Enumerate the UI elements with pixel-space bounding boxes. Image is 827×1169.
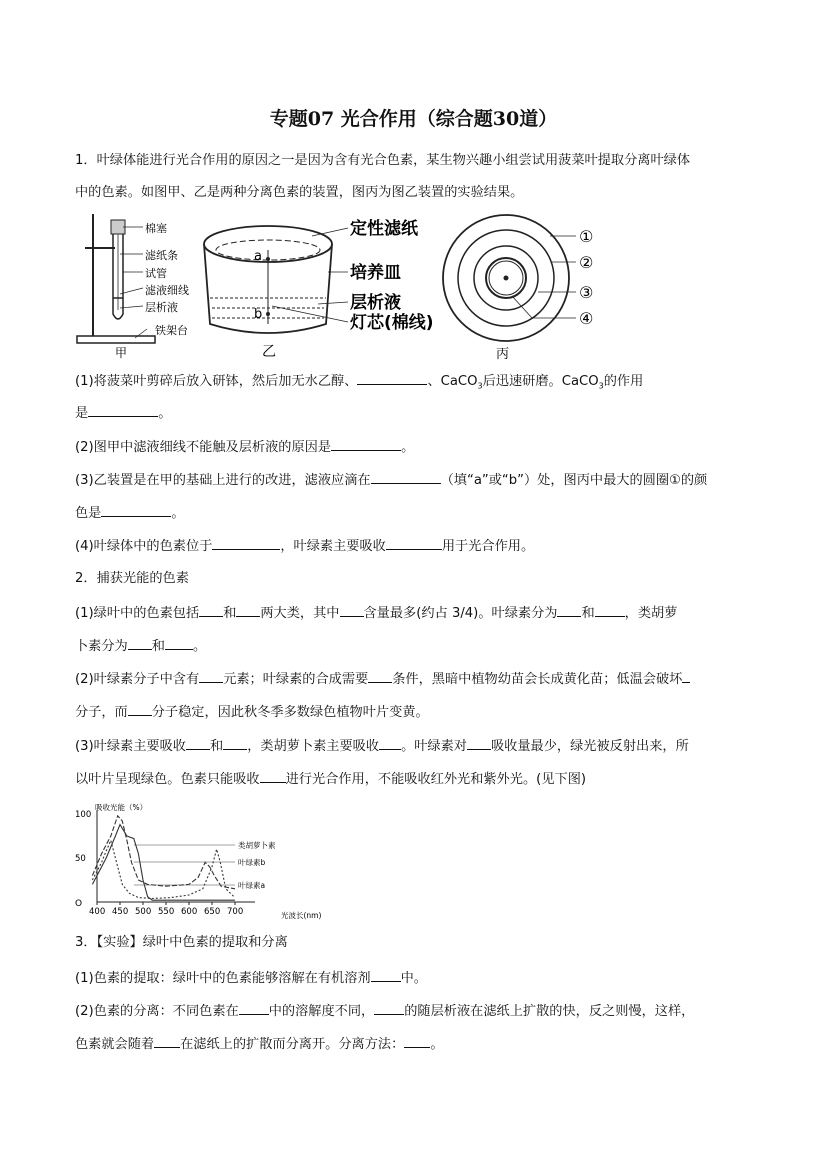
origin-label: O <box>75 899 83 909</box>
caption-yi: 乙 <box>262 344 276 360</box>
answer-blank[interactable] <box>165 636 193 650</box>
label-pei-yang-min: 培养皿 <box>350 263 401 283</box>
answer-blank[interactable] <box>557 603 581 617</box>
label-ceng-xi-ye: 层析液 <box>145 301 178 314</box>
q2-line5: (3)叶绿素主要吸收 和 ，类胡萝卜素主要吸收 。叶绿素对 吸收量最少，绿光被反射出来，所 <box>75 736 755 756</box>
q1-stem-line1: 1．叶绿体能进行光合作用的原因之一是因为含有光合色素，某生物兴趣小组尝试用菠菜叶提取分离叶绿体 <box>75 153 691 168</box>
answer-blank[interactable] <box>331 437 401 451</box>
figure-jia <box>75 214 205 360</box>
x-tick-label: 450 <box>112 907 129 917</box>
answer-blank[interactable] <box>374 1001 404 1015</box>
ring-label-1: ① <box>579 227 594 246</box>
label-shi-guan: 试管 <box>145 267 167 280</box>
answer-blank[interactable] <box>340 603 364 617</box>
label-mian-sai: 棉塞 <box>145 222 167 235</box>
q1-sub1-line2: 是 。 <box>75 403 755 423</box>
label-ding-xing-lv-zhi: 定性滤纸 <box>350 219 418 239</box>
answer-blank[interactable] <box>595 603 625 617</box>
x-tick-label: 700 <box>227 907 244 917</box>
answer-blank[interactable] <box>371 968 401 982</box>
label-lv-zhi-tiao: 滤纸条 <box>145 249 178 262</box>
label-ceng-xi-ye-yi: 层析液 <box>350 293 401 313</box>
q1-sub3-line2: 色是 。 <box>75 503 755 523</box>
q1-sub4: (4)叶绿体中的色素位于 ，叶绿素主要吸收 用于光合作用。 <box>75 536 755 556</box>
answer-blank[interactable] <box>223 736 247 750</box>
figure-yi <box>200 214 440 360</box>
answer-blank[interactable] <box>199 669 223 683</box>
series-label: 类胡萝卜素 <box>238 841 276 850</box>
q2-line4: 分子，而 分子稳定，因此秋冬季多数绿色植物叶片变黄。 <box>75 702 755 722</box>
series-label: 叶绿素a <box>238 881 266 890</box>
y-tick-label: 50 <box>75 854 86 864</box>
answer-blank[interactable] <box>128 636 152 650</box>
q2-line6: 以叶片呈现绿色。色素只能吸收 进行光合作用，不能吸收红外光和紫外光。(见下图) <box>75 769 755 789</box>
point-a: a <box>254 249 262 264</box>
figure-bing <box>440 210 610 362</box>
x-tick-label: 600 <box>181 907 198 917</box>
q3-line3: 色素就会随着 在滤纸上的扩散而分离开。分离方法： 。 <box>75 1034 755 1054</box>
ring-label-2: ② <box>579 253 594 272</box>
ring-label-4: ④ <box>579 309 594 328</box>
label-deng-xin: 灯芯(棉线) <box>350 313 434 333</box>
answer-blank[interactable] <box>357 371 427 385</box>
answer-blank[interactable] <box>379 736 401 750</box>
q2-stem: 2．捕获光能的色素 <box>75 571 189 586</box>
chart-xlabel: 光波长(nm) <box>281 911 322 920</box>
series-line <box>92 840 235 898</box>
absorption-chart <box>75 800 322 922</box>
answer-blank[interactable] <box>467 736 491 750</box>
q2-line3: (2)叶绿素分子中含有 元素；叶绿素的合成需要 条件，黑暗中植物幼苗会长成黄化苗；低温会破坏 <box>75 669 755 689</box>
answer-blank[interactable] <box>88 403 158 417</box>
x-tick-label: 400 <box>89 907 106 917</box>
answer-blank[interactable] <box>128 702 152 716</box>
label-tie-jia-tai: 铁架台 <box>155 324 188 337</box>
answer-blank[interactable] <box>260 769 286 783</box>
ring-label-3: ③ <box>579 283 594 302</box>
answer-blank[interactable] <box>239 1001 269 1015</box>
answer-blank[interactable] <box>101 503 171 517</box>
q1-stem-line2: 中的色素。如图甲、乙是两种分离色素的装置，图丙为图乙装置的实验结果。 <box>75 185 524 200</box>
q1-sub2: (2)图甲中滤液细线不能触及层析液的原因是 。 <box>75 437 755 457</box>
answer-blank[interactable] <box>682 669 690 683</box>
caption-bing: 丙 <box>496 347 510 362</box>
y-tick-label: 100 <box>75 810 92 820</box>
answer-blank[interactable] <box>404 1034 430 1048</box>
series-line <box>92 816 235 889</box>
q1-sub1-line1: (1)将菠菜叶剪碎后放入研钵，然后加无水乙醇、 、CaCO$_3$后迅速研磨。CaCO$_3$的作用 <box>75 371 755 396</box>
series-label: 叶绿素b <box>238 858 266 867</box>
point-b: b <box>254 307 263 322</box>
x-tick-label: 650 <box>204 907 221 917</box>
answer-blank[interactable] <box>368 669 392 683</box>
q2-line1: (1)绿叶中的色素包括 和 两大类，其中 含量最多(约占 3/4)。叶绿素分为 和 ，类胡萝 <box>75 603 755 623</box>
x-tick-label: 550 <box>158 907 175 917</box>
q1-sub3-line1: (3)乙装置是在甲的基础上进行的改进，滤液应滴在 （填“a”或“b”）处，图丙中最大的圆圈①的颜 <box>75 470 755 490</box>
chart-ylabel: 吸收光能（%） <box>95 803 148 812</box>
answer-blank[interactable] <box>212 536 280 550</box>
answer-blank[interactable] <box>236 603 260 617</box>
answer-blank[interactable] <box>199 603 223 617</box>
q3-line1: (1)色素的提取：绿叶中的色素能够溶解在有机溶剂 中。 <box>75 968 755 988</box>
answer-blank[interactable] <box>186 736 210 750</box>
q3-line2: (2)色素的分离：不同色素在 中的溶解度不同， 的随层析液在滤纸上扩散的快，反之则慢，这样， <box>75 1001 755 1021</box>
x-tick-label: 500 <box>135 907 152 917</box>
q3-stem: 3．【实验】绿叶中色素的提取和分离 <box>75 935 288 950</box>
answer-blank[interactable] <box>386 536 442 550</box>
label-lv-ye-xi-xian: 滤液细线 <box>145 284 189 297</box>
answer-blank[interactable] <box>154 1034 180 1048</box>
answer-blank[interactable] <box>371 470 441 484</box>
page-title: 专题07 光合作用（综合题30道） <box>269 108 558 130</box>
caption-jia: 甲 <box>115 346 128 360</box>
q2-line2: 卜素分为 和 。 <box>75 636 755 656</box>
